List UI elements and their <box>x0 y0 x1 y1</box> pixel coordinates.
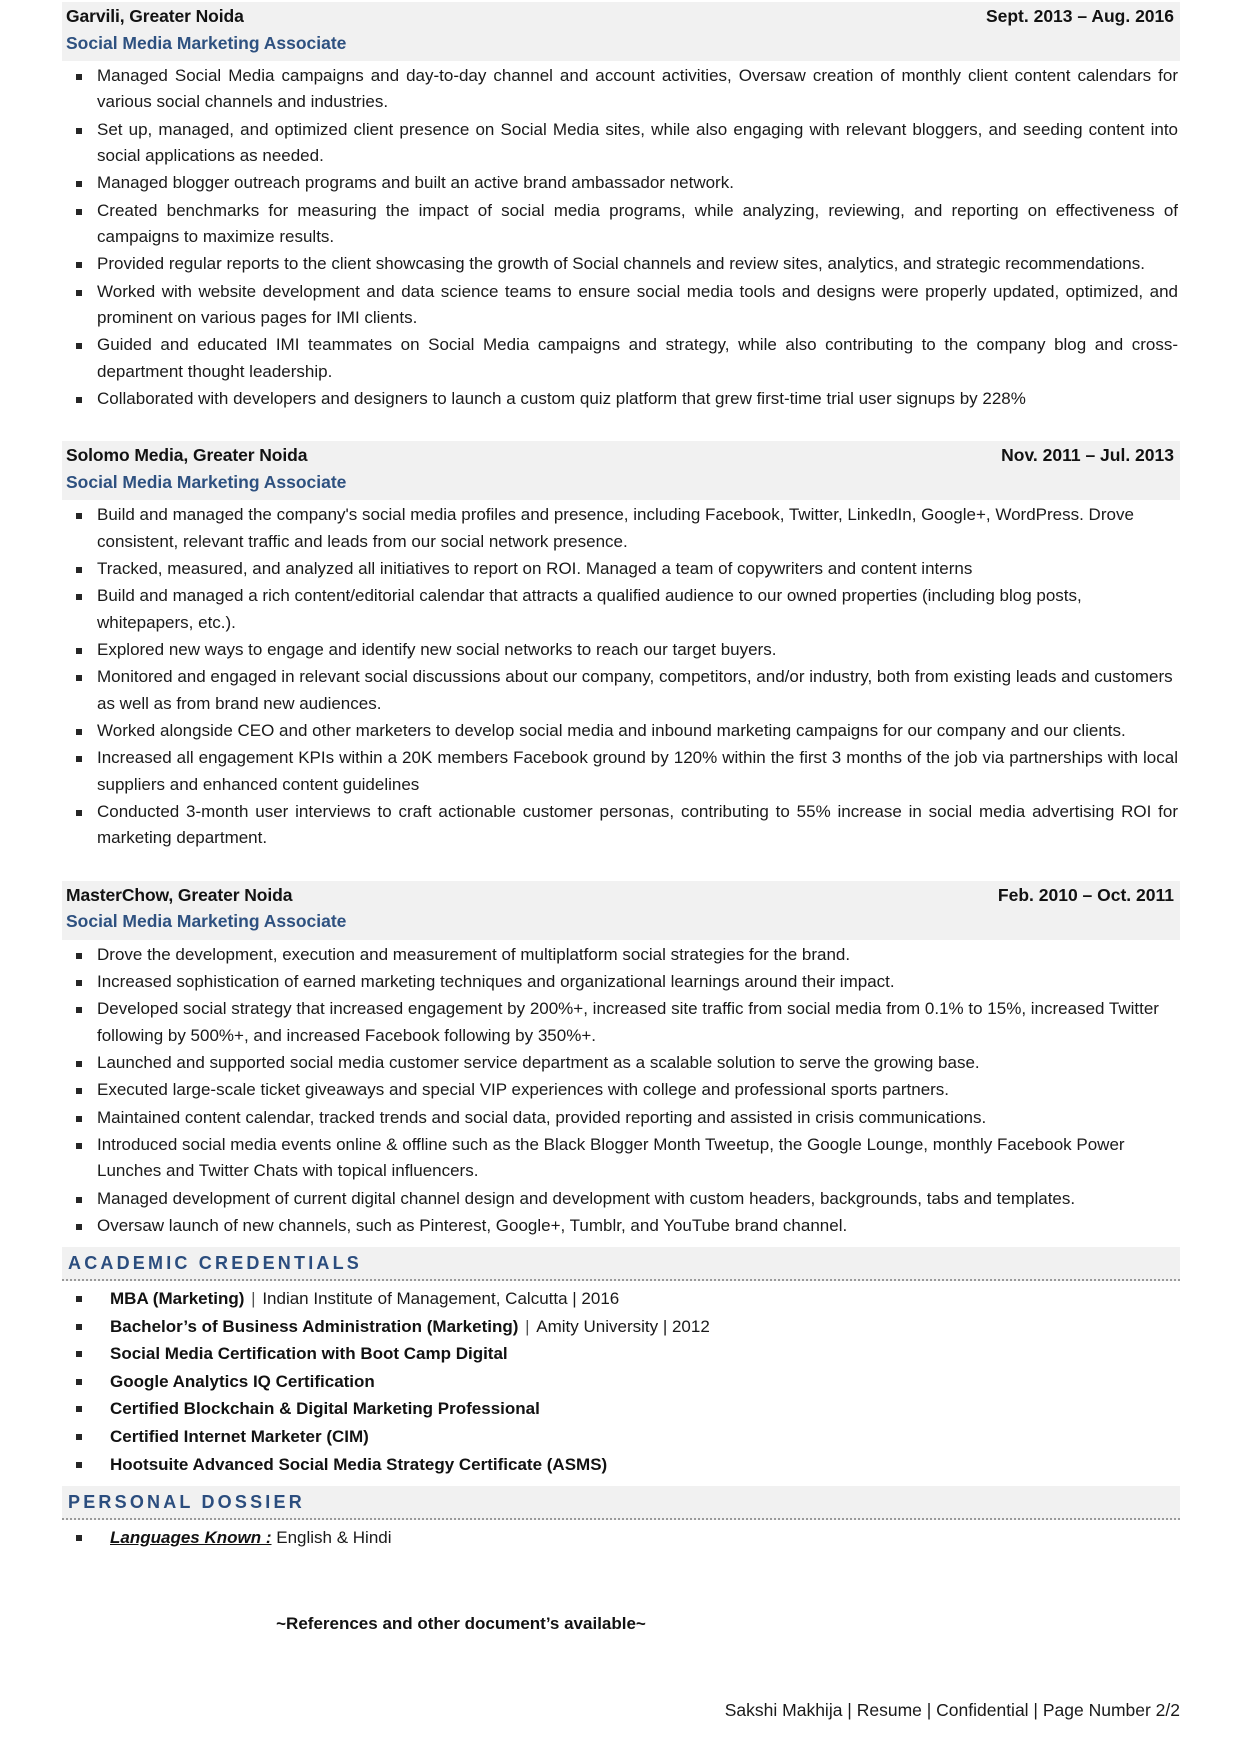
languages-known-value: English & Hindi <box>276 1528 392 1548</box>
list-item: Build and managed the company's social media profiles and presence, including Facebook, Twitter, LinkedIn, Google+, WordPress. Drove consistent, relevant traffic and leads from our social network presence. <box>62 502 1180 555</box>
languages-known-label: Languages Known : <box>110 1528 272 1548</box>
list-item: Launched and supported social media customer service department as a scalable solution to serve the growing base. <box>62 1050 1180 1076</box>
credential-name: Social Media Certification with Boot Camp Digital <box>110 1344 508 1364</box>
job-company-name: Garvili, Greater Noida <box>66 6 244 26</box>
list-item: Monitored and engaged in relevant social discussions about our company, competitors, and/or industry, both from existing leads and customers as well as from brand new audiences. <box>62 664 1180 717</box>
job-header-row <box>66 5 1174 29</box>
credential-name: Bachelor’s of Business Administration (Marketing) <box>110 1316 519 1336</box>
section-spacer <box>62 853 1180 879</box>
list-item: Increased sophistication of earned marketing techniques and organizational learnings around their impact. <box>62 969 1180 995</box>
list-item: Provided regular reports to the client showcasing the growth of Social channels and review sites, analytics, and strategic recommendations. <box>62 251 1180 277</box>
job-responsibility-list <box>62 502 1180 851</box>
list-item: Build and managed a rich content/editorial calendar that attracts a qualified audience to our owned properties (including blog posts, whitepapers, etc.). <box>62 583 1180 636</box>
list-item: Managed Social Media campaigns and day-to-day channel and account activities, Oversaw creation of monthly client content calendars for various social channels and industries. <box>62 63 1180 116</box>
experience-entry <box>62 2 1180 412</box>
job-company-name: Solomo Media, Greater Noida <box>66 445 308 466</box>
list-item: Executed large-scale ticket giveaways and special VIP experiences with college and professional sports partners. <box>62 1077 1180 1103</box>
job-responsibility-list <box>62 63 1180 412</box>
credential-detail: Indian Institute of Management, Calcutta | 2016 <box>262 1289 620 1309</box>
job-header-row <box>66 444 1174 468</box>
section-header-academic-credentials <box>62 1247 1180 1281</box>
list-item <box>62 1451 1180 1479</box>
list-item: Managed development of current digital channel design and development with custom headers, backgrounds, tabs and templates. <box>62 1186 1180 1212</box>
list-item <box>62 1524 1180 1552</box>
job-date-range: Feb. 2010 – Oct. 2011 <box>997 884 1174 905</box>
credential-name: Google Analytics IQ Certification <box>110 1371 375 1391</box>
list-item <box>62 1285 1180 1313</box>
experience-entry <box>62 441 1180 851</box>
list-item <box>62 1423 1180 1451</box>
job-company-name: MasterChow, Greater Noida <box>66 884 293 905</box>
job-position-title: Social Media Marketing Associate <box>66 32 347 53</box>
list-item <box>62 1395 1180 1423</box>
job-header-band <box>62 441 1180 500</box>
list-item: Set up, managed, and optimized client presence on Social Media sites, while also engaging with relevant bloggers, and seeding content into social applications as needed. <box>62 117 1180 170</box>
experience-entry <box>62 881 1180 1240</box>
section-spacer <box>62 413 1180 439</box>
list-item: Explored new ways to engage and identify new social networks to reach our target buyers. <box>62 637 1180 663</box>
credential-detail: Amity University | 2012 <box>536 1316 710 1336</box>
job-position-title: Social Media Marketing Associate <box>66 911 347 932</box>
job-date-range: Nov. 2011 – Jul. 2013 <box>1001 445 1174 466</box>
job-header-row <box>66 884 1174 908</box>
list-item: Maintained content calendar, tracked trends and social data, provided reporting and assisted in crisis communications. <box>62 1105 1180 1131</box>
list-item: Conducted 3-month user interviews to craft actionable customer personas, contributing to 55% increase in social media advertising ROI for marketing department. <box>62 799 1180 852</box>
page-footer: Sakshi Makhija | Resume | Confidential | Page Number 2/2 <box>724 1700 1180 1720</box>
credential-name: Hootsuite Advanced Social Media Strategy Certificate (ASMS) <box>110 1454 608 1474</box>
list-item <box>62 1368 1180 1396</box>
list-item: Managed blogger outreach programs and built an active brand ambassador network. <box>62 170 1180 196</box>
credential-name: Certified Blockchain & Digital Marketing Professional <box>110 1399 540 1419</box>
list-item: Collaborated with developers and designers to launch a custom quiz platform that grew first-time trial user signups by 228% <box>62 386 1180 412</box>
section-title: PERSONAL DOSSIER <box>68 1492 305 1513</box>
credential-name: MBA (Marketing) <box>110 1289 245 1309</box>
list-item: Drove the development, execution and measurement of multiplatform social strategies for the brand. <box>62 942 1180 968</box>
resume-page <box>0 2 1240 1757</box>
credential-separator: | <box>520 1316 535 1336</box>
list-item: Introduced social media events online & offline such as the Black Blogger Month Tweetup, the Google Lounge, monthly Facebook Power Lunches and Twitter Chats with topical influencers. <box>62 1132 1180 1185</box>
list-item: Increased all engagement KPIs within a 20K members Facebook ground by 120% within the first 3 months of the job via partnerships with local suppliers and enhanced content guidelines <box>62 745 1180 798</box>
list-item: Worked with website development and data science teams to ensure social media tools and designs were properly updated, optimized, and prominent on various pages for IMI clients. <box>62 279 1180 332</box>
list-item: Tracked, measured, and analyzed all initiatives to report on ROI. Managed a team of copywriters and content interns <box>62 556 1180 582</box>
credential-separator: | <box>246 1289 261 1309</box>
list-item: Worked alongside CEO and other marketers to develop social media and inbound marketing campaigns for our company and our clients. <box>62 718 1180 744</box>
job-date-range: Sept. 2013 – Aug. 2016 <box>985 6 1174 26</box>
job-header-band <box>62 881 1180 940</box>
list-item: Guided and educated IMI teammates on Social Media campaigns and strategy, while also contributing to the company blog and cross-department thought leadership. <box>62 332 1180 385</box>
list-item <box>62 1340 1180 1368</box>
academic-credentials-list <box>62 1285 1180 1478</box>
job-header-band <box>62 2 1180 61</box>
list-item: Created benchmarks for measuring the impact of social media programs, while analyzing, reviewing, and reporting on effectiveness of campaigns to maximize results. <box>62 198 1180 251</box>
job-position-title: Social Media Marketing Associate <box>66 471 347 492</box>
list-item: Oversaw launch of new channels, such as Pinterest, Google+, Tumblr, and YouTube brand channel. <box>62 1213 1180 1239</box>
section-header-personal-dossier <box>62 1486 1180 1520</box>
list-item <box>62 1313 1180 1341</box>
credential-name: Certified Internet Marketer (CIM) <box>110 1427 369 1446</box>
personal-dossier-list <box>62 1524 1180 1552</box>
list-item: Developed social strategy that increased engagement by 200%+, increased site traffic from social media from 0.1% to 15%, increased Twitter following by 500%+, and increased Facebook following by 350%+. <box>62 996 1180 1049</box>
section-title: ACADEMIC CREDENTIALS <box>68 1253 363 1274</box>
closing-note: ~References and other document’s available~ <box>276 1613 646 1633</box>
job-responsibility-list <box>62 942 1180 1240</box>
